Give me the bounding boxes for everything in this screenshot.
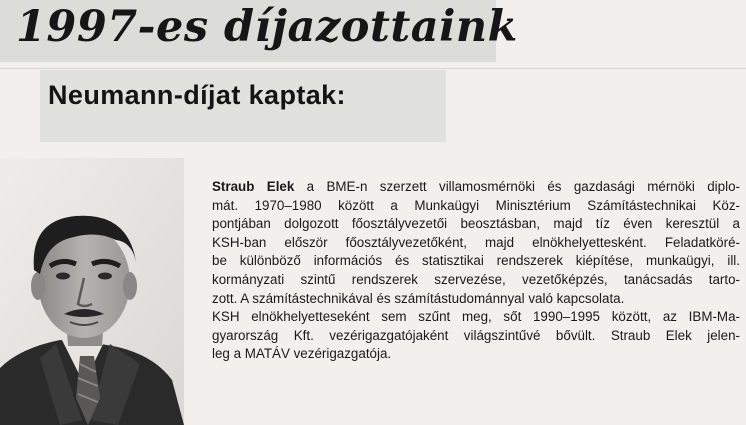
bio-line: KSH-ban először főosztályvezetőként, majd elnökhelyettesként. Feladatköré-: [212, 234, 740, 250]
portrait-photo: [0, 158, 184, 425]
bio-line: KSH elnökhelyetteseként sem szűnt meg, sőt 1990–1995 között, az IBM-Ma-: [212, 309, 740, 325]
bio-line: mát. 1970–1980 között a Munkaügyi Minisztérium Számítástechnikai Köz-: [212, 197, 740, 213]
biography-text: [212, 178, 740, 364]
person-name: Straub Elek: [212, 179, 295, 194]
bio-line: zott. A számítástechnikával és számítástudománnyal való kapcsolata.: [212, 290, 625, 306]
bio-line: Straub Elek a BME-n szerzett villamosmérnöki és gazdasági mérnöki diplo-: [212, 179, 740, 194]
bio-line: leg a MATÁV vezérigazgatója.: [212, 346, 392, 362]
bio-line: pontjában dolgozott főosztályvezetői beosztásban, majd tíz éven keresztül a: [212, 216, 740, 232]
section-heading: Neumann-díjat kaptak:: [48, 80, 346, 110]
bio-line: kormányzati szintű rendszerek szervezése, vezetőképzés, tanácsadás tarto-: [212, 271, 740, 287]
bio-line: be különböző információs és statisztikai rendszerek kiépítése, munkaügyi, ill.: [212, 253, 740, 269]
portrait-illustration: [0, 158, 184, 425]
bio-line: gyarország Kft. vezérigazgatójaként világszintűvé bővült. Straub Elek jelen-: [212, 327, 740, 343]
page-title: 1997-es díjazottaink: [16, 2, 518, 52]
title-divider: [0, 68, 746, 69]
